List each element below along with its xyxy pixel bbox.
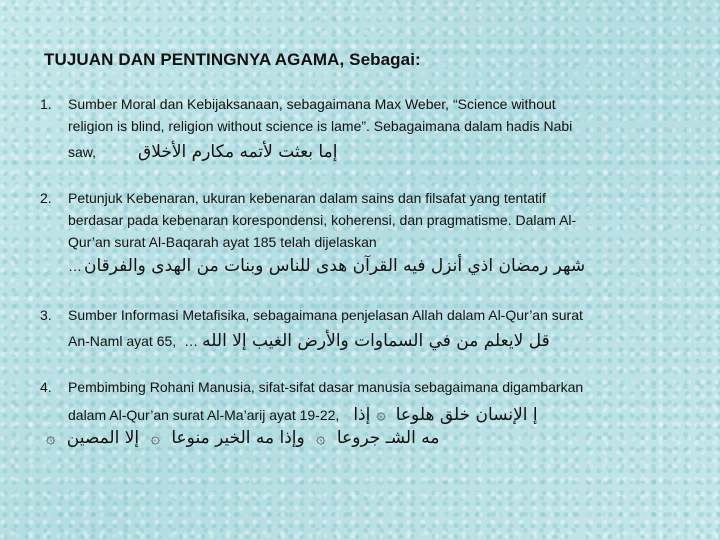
rub-el-hizb-icon: ۞ <box>46 428 56 447</box>
rub-el-hizb-icon: ۞ <box>316 428 326 447</box>
item-text-line: Sumber Moral dan Kebijaksanaan, sebagaimana Max Weber, “Science without <box>68 96 556 112</box>
item-text-line: saw, <box>68 144 97 160</box>
list-item-4 <box>40 376 690 426</box>
item-text-line: berdasar pada kebenaran korespondensi, koherensi, dan pragmatisme. Dalam Al- <box>68 212 577 228</box>
slide-title: TUJUAN DAN PENTINGNYA AGAMA, Sebagai: <box>44 50 421 69</box>
arabic-verse: إ الإنسان خلق هلوعا <box>395 405 538 425</box>
rub-el-hizb-icon: ۞ <box>150 428 160 447</box>
item-text-line: Petunjuk Kebenaran, ukuran kebenaran dalam sains dan filsafat yang tentatif <box>68 190 546 206</box>
ellipsis: … <box>68 258 82 274</box>
item-text-line: Sumber Informasi Metafisika, sebagaimana penjelasan Allah dalam Al-Qur’an surat <box>68 307 583 323</box>
item-number: 2. <box>40 190 52 206</box>
item-text-line: An-Naml ayat 65, <box>68 333 177 349</box>
arabic-hadith: إما بعثت لأتمه مكارم الأخلاق <box>138 142 338 162</box>
ellipsis: … <box>184 333 199 349</box>
arabic-verse-continuation <box>40 428 680 448</box>
item-number: 4. <box>40 379 52 395</box>
rub-el-hizb-icon: ۞ <box>376 406 386 423</box>
item-text-line: religion is blind, religion without science is lame”. Sebagaimana dalam hadis Nabi <box>68 118 573 134</box>
arabic-verse: إذا <box>353 405 371 425</box>
list-item-1 <box>40 93 690 163</box>
item-number: 3. <box>40 307 52 323</box>
item-number: 1. <box>40 96 52 112</box>
arabic-verse: شهر رمضان اذي أنزل فيه القرآن هدى للناس وبنات من الهدى والفرقان <box>84 256 586 276</box>
item-text-line: dalam Al-Qur’an surat Al-Ma’arij ayat 19-22, <box>68 407 340 423</box>
arabic-verse: وإذا مه الخير منوعا <box>171 428 305 448</box>
list-item-3 <box>40 304 690 352</box>
arabic-verse: قل لايعلم من في السماوات والأرض الغيب إلا الله <box>202 331 550 351</box>
arabic-verse: مه الشـ جروعا <box>336 428 440 448</box>
arabic-verse: إلا المصين <box>66 428 140 448</box>
item-text-line: Qur’an surat Al-Baqarah ayat 185 telah dijelaskan <box>68 234 377 250</box>
list-item-2 <box>40 187 690 277</box>
item-text-line: Pembimbing Rohani Manusia, sifat-sifat dasar manusia sebagaimana digambarkan <box>68 379 584 395</box>
